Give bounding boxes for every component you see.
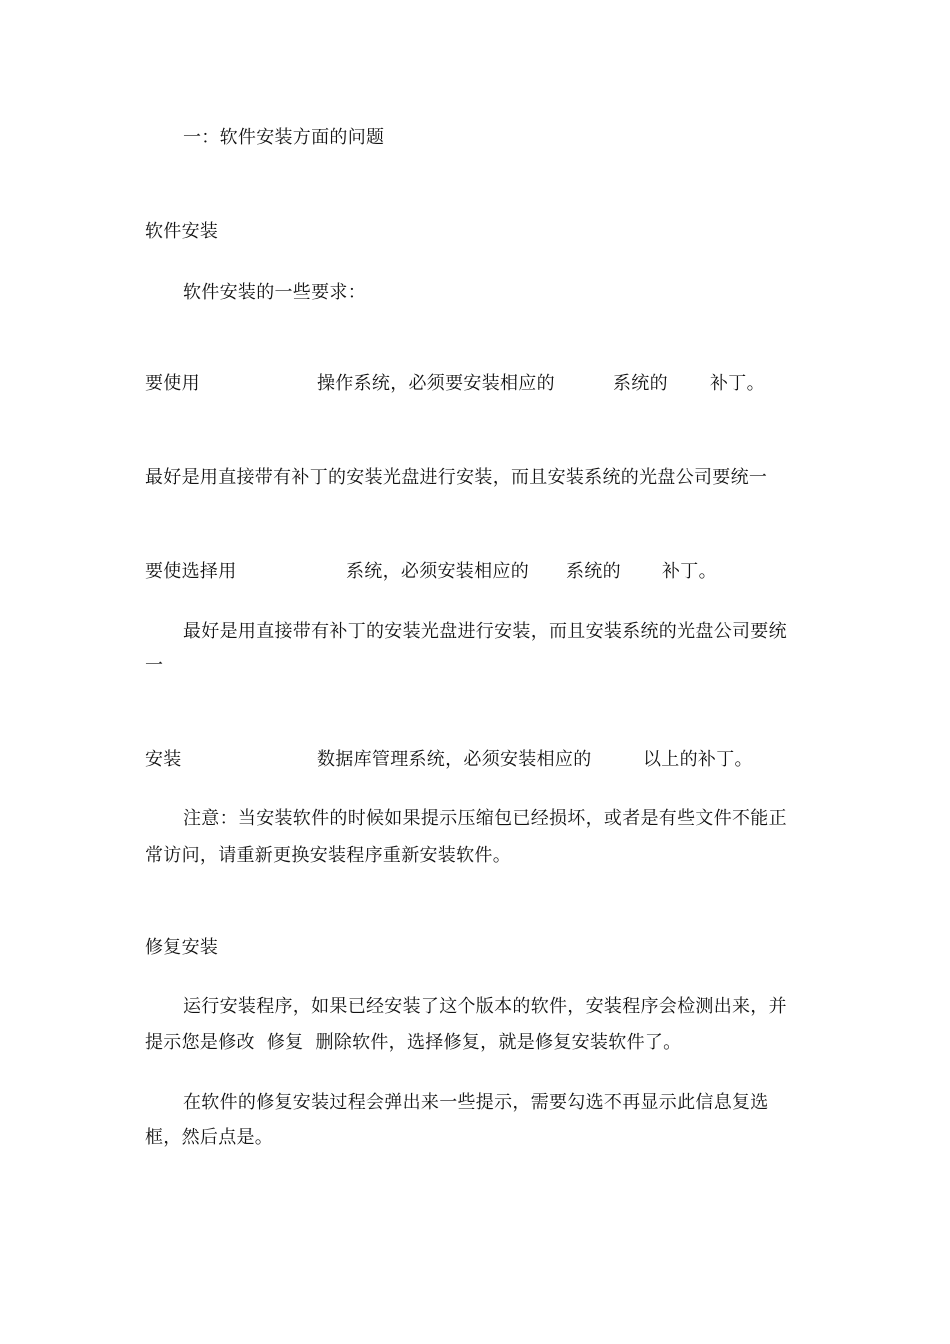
section-title-software-install: 软件安装: [145, 221, 219, 242]
requirement-system-part3: 系统的: [566, 561, 621, 582]
attention-note-line2: 常访问，请重新更换安装程序重新安装软件。: [145, 845, 511, 866]
requirement-database: [145, 749, 845, 771]
requirement-system: [145, 561, 845, 583]
requirement-os-part1: 要使用: [145, 373, 200, 394]
repair-paragraph1-line1: 运行安装程序，如果已经安装了这个版本的软件，安装程序会检测出来，并: [183, 996, 787, 1017]
requirement-os-part2: 操作系统，必须要安装相应的: [317, 373, 555, 394]
requirement-system-note-line2: 一: [145, 655, 164, 676]
requirement-os-note: 最好是用直接带有补丁的安装光盘进行安装，而且安装系统的光盘公司要统一: [145, 467, 768, 488]
requirement-os: [145, 373, 845, 395]
requirement-system-part2: 系统，必须安装相应的: [346, 561, 529, 582]
requirement-system-note-line1: 最好是用直接带有补丁的安装光盘进行安装，而且安装系统的光盘公司要统: [183, 621, 787, 642]
repair-paragraph2-line2: 框，然后点是。: [145, 1127, 274, 1148]
attention-note-line1: 注意：当安装软件的时候如果提示压缩包已经损坏，或者是有些文件不能正: [183, 808, 787, 829]
requirement-database-part2: 数据库管理系统，必须安装相应的: [317, 749, 592, 770]
section-title-repair-install: 修复安装: [145, 937, 219, 958]
requirement-database-part1: 安装: [145, 749, 182, 770]
requirements-intro: 软件安装的一些要求：: [183, 282, 366, 303]
repair-paragraph2-line1: 在软件的修复安装过程会弹出来一些提示，需要勾选不再显示此信息复选: [183, 1092, 769, 1113]
requirement-system-part4: 补丁。: [662, 561, 717, 582]
requirement-os-part3: 系统的: [613, 373, 668, 394]
repair-paragraph1-line2: 提示您是修改 修复 删除软件，选择修复，就是修复安装软件了。: [145, 1032, 682, 1053]
requirement-system-part1: 要使选择用: [145, 561, 237, 582]
requirement-database-part3: 以上的补丁。: [643, 749, 753, 770]
main-heading: 一：软件安装方面的问题: [183, 127, 385, 148]
requirement-os-part4: 补丁。: [710, 373, 765, 394]
